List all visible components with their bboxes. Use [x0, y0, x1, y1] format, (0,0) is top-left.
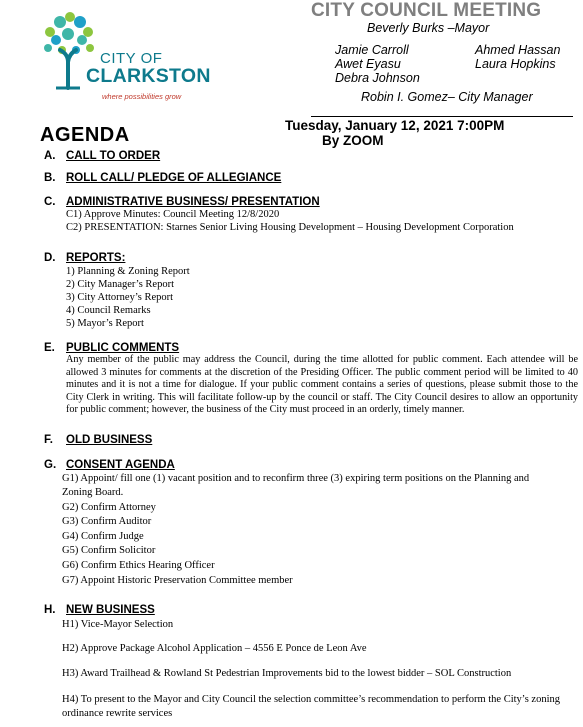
agenda-item: 4) Council Remarks [66, 305, 151, 316]
council-member: Laura Hopkins [475, 57, 556, 71]
agenda-item: C2) PRESENTATION: Starnes Senior Living Housing Development – Housing Development Corporation [66, 222, 514, 233]
section-letter: H. [44, 604, 56, 616]
agenda-item: H1) Vice-Mayor Selection [62, 619, 174, 630]
section-letter: F. [44, 434, 53, 446]
section-title: ROLL CALL/ PLEDGE OF ALLEGIANCE [66, 172, 282, 184]
council-member: Jamie Carroll [335, 43, 409, 57]
section-title: CALL TO ORDER [66, 150, 161, 162]
city-logo [38, 10, 218, 110]
agenda-item: 1) Planning & Zoning Report [66, 266, 190, 277]
agenda-item: G7) Appoint Historic Preservation Committee member [62, 575, 293, 586]
council-member: Awet Eyasu [335, 57, 401, 71]
agenda-item: G5) Confirm Solicitor [62, 545, 156, 556]
meeting-mode: By ZOOM [322, 133, 384, 148]
agenda-item: G6) Confirm Ethics Hearing Officer [62, 560, 215, 571]
agenda-item: G1) Appoint/ fill one (1) vacant position and to reconfirm three (3) expiring term positions on the Planning and Zoning Board. [62, 473, 530, 499]
agenda-item: G4) Confirm Judge [62, 531, 144, 542]
agenda-item: G3) Confirm Auditor [62, 516, 152, 527]
meeting-title: CITY COUNCIL MEETING [311, 0, 542, 21]
agenda-heading: AGENDA [40, 124, 130, 146]
logo-line-2: CLARKSTON [86, 65, 211, 87]
agenda-item: H2) Approve Package Alcohol Application – 4556 E Ponce de Leon Ave [62, 643, 367, 654]
section-title: NEW BUSINESS [66, 604, 155, 616]
council-member: Debra Johnson [335, 71, 420, 85]
section-title: OLD BUSINESS [66, 434, 153, 446]
agenda-item: H3) Award Trailhead & Rowland St Pedestrian Improvements bid to the lowest bidder – SOL Construction [62, 668, 512, 679]
agenda-item: H4) To present to the Mayor and City Council the selection committee’s recommendation to perform the City’s zoning ordinance rewrite services [62, 694, 561, 720]
agenda-item: G2) Confirm Attorney [62, 502, 156, 513]
section-title: ADMINISTRATIVE BUSINESS/ PRESENTATION [66, 196, 320, 208]
city-manager: Robin I. Gomez– City Manager [361, 90, 533, 104]
section-letter: D. [44, 252, 56, 264]
agenda-item: 2) City Manager’s Report [66, 279, 174, 290]
section-title: REPORTS: [66, 252, 126, 264]
council-member: Ahmed Hassan [475, 43, 561, 57]
section-letter: C. [44, 196, 56, 208]
meeting-date: Tuesday, January 12, 2021 7:00PM [285, 118, 505, 133]
section-title: CONSENT AGENDA [66, 459, 175, 471]
header-divider [311, 116, 573, 117]
agenda-item: 5) Mayor’s Report [66, 318, 144, 329]
agenda-item: 3) City Attorney’s Report [66, 292, 174, 303]
agenda-item: C1) Approve Minutes: Council Meeting 12/8/2020 [66, 209, 280, 220]
public-comment-text: Any member of the public may address the Council, during the time allotted for public comment. Each attendee will be allowed 3 minutes for comments at the discretion of the Presiding Officer. The public comment period will be limited to 40 minutes and it is not a time for dialogue. If your public comment contains a series of questions, please submit those to the City Clerk in writing. This will facilitate follow-up by the council or staff. The City Council desires to allow an opportunity for public comment; however, the business of the City must proceed in an orderly, timely manner. [66, 354, 578, 416]
mayor-name: Beverly Burks –Mayor [367, 21, 490, 35]
section-letter: B. [44, 172, 56, 184]
logo-line-1: CITY OF [100, 50, 163, 67]
logo-tagline: where possibilities grow [102, 92, 182, 101]
section-letter: A. [44, 150, 56, 162]
section-letter: G. [44, 459, 57, 471]
section-title: PUBLIC COMMENTS [66, 342, 180, 354]
section-letter: E. [44, 342, 55, 354]
